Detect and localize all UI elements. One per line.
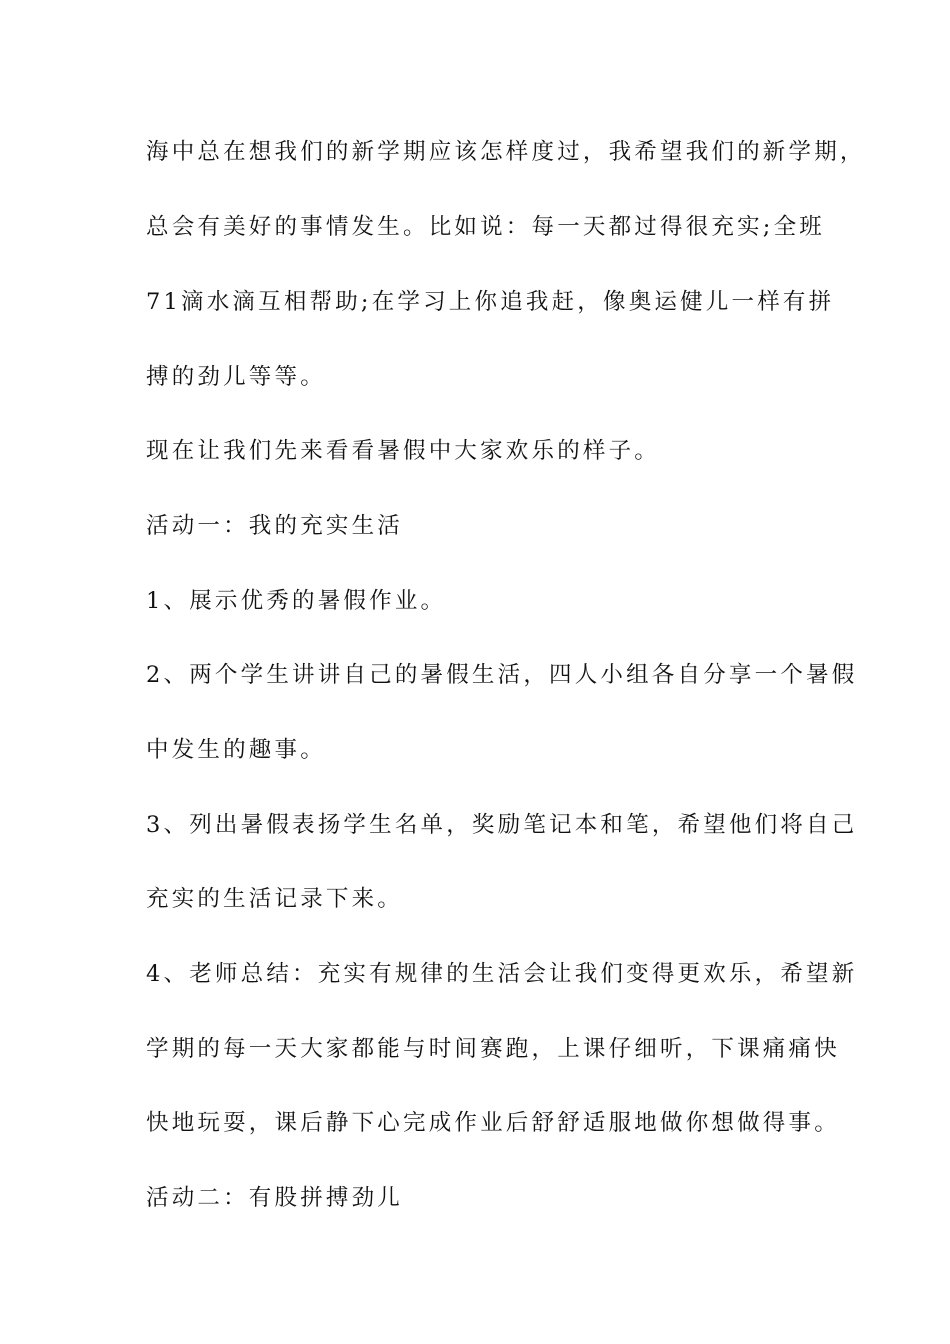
list-item: 1、展示优秀的暑假作业。 [146,588,447,614]
list-item-continuation: 充实的生活记录下来。 [146,886,404,912]
section-heading: 活动二：有股拼搏劲儿 [146,1185,404,1211]
list-item-continuation: 快地玩耍，课后静下心完成作业后舒舒适服地做你想做得事。 [146,1110,840,1136]
paragraph-line: 搏的劲儿等等。 [146,364,326,390]
list-item: 3、列出暑假表扬学生名单，奖励笔记本和笔，希望他们将自己 [146,812,858,838]
paragraph-line: 71滴水滴互相帮助;在学习上你追我赶，像奥运健儿一样有拼 [146,289,835,315]
list-item: 4、老师总结：充实有规律的生活会让我们变得更欢乐，希望新 [146,961,858,987]
paragraph-line: 总会有美好的事情发生。比如说：每一天都过得很充实;全班 [146,214,825,240]
list-item-continuation: 学期的每一天大家都能与时间赛跑，上课仔细听，下课痛痛快 [146,1036,840,1062]
section-heading: 活动一：我的充实生活 [146,513,404,539]
list-item-continuation: 中发生的趣事。 [146,737,326,763]
paragraph-line: 海中总在想我们的新学期应该怎样度过，我希望我们的新学期， [146,139,866,165]
paragraph-line: 现在让我们先来看看暑假中大家欢乐的样子。 [146,438,661,464]
list-item: 2、两个学生讲讲自己的暑假生活，四人小组各自分享一个暑假 [146,662,858,688]
